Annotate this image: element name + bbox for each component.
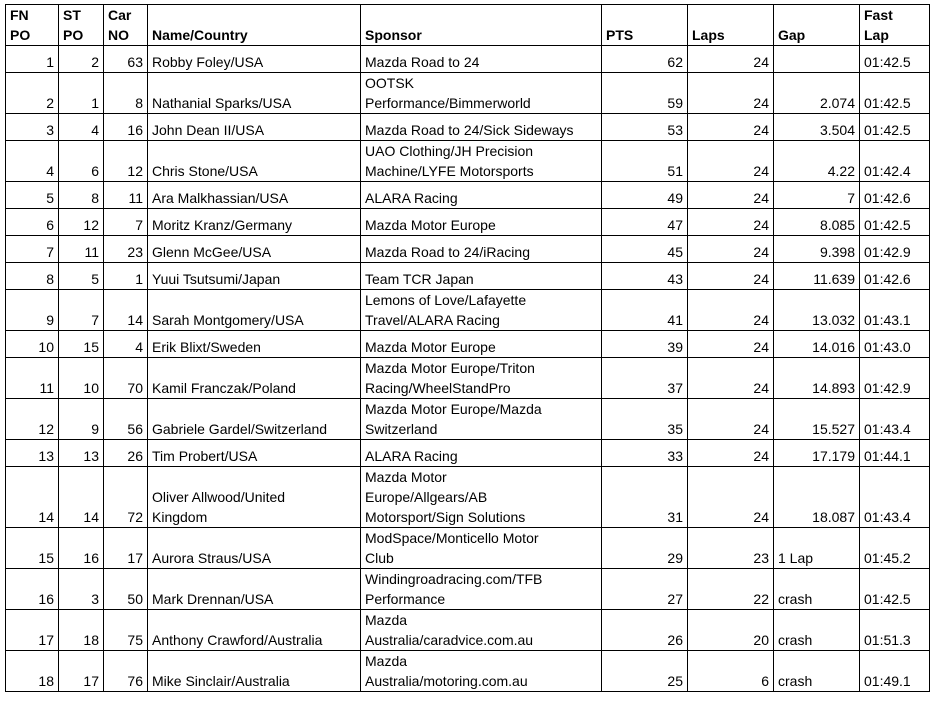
points: 39 [602,331,688,358]
fast-lap: 01:42.4 [860,141,930,182]
start-position: 7 [59,290,104,331]
driver-name-country-line: Glenn McGee/USA [152,244,272,260]
driver-name-country-line: Oliver Allwood/United [152,489,286,505]
sponsor-line: Mazda Road to 24/Sick Sideways [365,122,574,138]
table-row [6,331,930,358]
laps: 24 [688,331,774,358]
car-number: 14 [104,290,148,331]
car-number: 63 [104,46,148,73]
sponsor-line: Performance [365,591,446,607]
car-number: 70 [104,358,148,399]
fast-lap: 01:45.2 [860,528,930,569]
laps: 6 [688,651,774,692]
fast-lap: 01:49.1 [860,651,930,692]
start-position: 2 [59,46,104,73]
fast-lap: 01:42.9 [860,358,930,399]
gap: 14.016 [774,331,860,358]
start-position: 8 [59,182,104,209]
points: 43 [602,263,688,290]
table-row [6,114,930,141]
header-sponsor: Sponsor [361,5,602,46]
sponsor [361,114,602,141]
finish-position: 9 [6,290,59,331]
table-row [6,440,930,467]
start-position: 10 [59,358,104,399]
driver-name-country-line: Robby Foley/USA [152,54,264,70]
start-position: 13 [59,440,104,467]
car-number: 4 [104,331,148,358]
laps: 24 [688,114,774,141]
start-position: 9 [59,399,104,440]
sponsor-line: Mazda Motor Europe [365,217,496,233]
sponsor-line: Mazda Road to 24 [365,54,480,70]
gap [774,46,860,73]
sponsor [361,209,602,236]
fast-lap: 01:42.6 [860,182,930,209]
laps: 24 [688,263,774,290]
finish-position: 13 [6,440,59,467]
sponsor [361,263,602,290]
finish-position: 3 [6,114,59,141]
finish-position: 5 [6,182,59,209]
sponsor-line: ALARA Racing [365,190,458,206]
car-number: 8 [104,73,148,114]
sponsor [361,651,602,692]
sponsor [361,399,602,440]
fast-lap: 01:43.4 [860,467,930,528]
car-number: 50 [104,569,148,610]
header-laps: Laps [688,5,774,46]
driver-name-country [148,46,361,73]
sponsor [361,331,602,358]
sponsor [361,73,602,114]
car-number: 12 [104,141,148,182]
fast-lap: 01:43.0 [860,331,930,358]
fast-lap: 01:42.6 [860,263,930,290]
table-row [6,141,930,182]
start-position: 11 [59,236,104,263]
laps: 23 [688,528,774,569]
table-row [6,358,930,399]
driver-name-country [148,114,361,141]
car-number: 72 [104,467,148,528]
laps: 24 [688,46,774,73]
sponsor-line: Mazda Road to 24/iRacing [365,244,530,260]
laps: 20 [688,610,774,651]
points: 41 [602,290,688,331]
finish-position: 1 [6,46,59,73]
finish-position: 16 [6,569,59,610]
sponsor-line: Machine/LYFE Motorsports [365,163,534,179]
gap: crash [774,610,860,651]
race-results-table [5,4,930,692]
driver-name-country-line: Moritz Kranz/Germany [152,217,293,233]
gap: crash [774,651,860,692]
start-position: 1 [59,73,104,114]
finish-position: 18 [6,651,59,692]
header-row [6,5,930,46]
fast-lap: 01:51.3 [860,610,930,651]
header-car-no: Car NO [104,5,148,46]
gap: 13.032 [774,290,860,331]
start-position: 15 [59,331,104,358]
sponsor-line: Mazda Motor [365,469,447,485]
gap: 17.179 [774,440,860,467]
table-row [6,209,930,236]
laps: 24 [688,236,774,263]
points: 53 [602,114,688,141]
sponsor-line: Mazda [365,653,408,669]
car-number: 23 [104,236,148,263]
finish-position: 15 [6,528,59,569]
driver-name-country-line: Chris Stone/USA [152,163,258,179]
driver-name-country-line: Kamil Franczak/Poland [152,380,296,396]
car-number: 1 [104,263,148,290]
gap: 11.639 [774,263,860,290]
sponsor-line: Lemons of Love/Lafayette [365,292,527,308]
driver-name-country [148,399,361,440]
header-fn-po: FN PO [6,5,59,46]
laps: 24 [688,358,774,399]
table-row [6,651,930,692]
table-row [6,290,930,331]
table-row [6,73,930,114]
start-position: 16 [59,528,104,569]
sponsor-line: Motorsport/Sign Solutions [365,509,526,525]
table-row [6,569,930,610]
car-number: 76 [104,651,148,692]
start-position: 18 [59,610,104,651]
sponsor [361,569,602,610]
header-name-country: Name/Country [148,5,361,46]
finish-position: 10 [6,331,59,358]
fast-lap: 01:42.5 [860,46,930,73]
driver-name-country-line: John Dean II/USA [152,122,265,138]
car-number: 56 [104,399,148,440]
points: 45 [602,236,688,263]
finish-position: 2 [6,73,59,114]
sponsor [361,46,602,73]
driver-name-country-line: Ara Malkhassian/USA [152,190,289,206]
sponsor-line: Mazda Motor Europe/Mazda [365,401,542,417]
car-number: 7 [104,209,148,236]
gap: 4.22 [774,141,860,182]
driver-name-country-line: Kingdom [152,509,208,525]
gap: 3.504 [774,114,860,141]
gap: 18.087 [774,467,860,528]
table-row [6,263,930,290]
table-row [6,399,930,440]
header-fast-lap: Fast Lap [860,5,930,46]
table-row [6,610,930,651]
finish-position: 6 [6,209,59,236]
finish-position: 11 [6,358,59,399]
fast-lap: 01:42.5 [860,73,930,114]
sponsor-line: Mazda [365,612,408,628]
sponsor [361,440,602,467]
points: 62 [602,46,688,73]
laps: 24 [688,467,774,528]
sponsor-line: UAO Clothing/JH Precision [365,143,534,159]
fast-lap: 01:43.4 [860,399,930,440]
driver-name-country-line: Anthony Crawford/Australia [152,632,323,648]
driver-name-country-line: Erik Blixt/Sweden [152,339,261,355]
sponsor [361,290,602,331]
gap: crash [774,569,860,610]
car-number: 26 [104,440,148,467]
gap: 7 [774,182,860,209]
sponsor-line: Australia/motoring.com.au [365,673,528,689]
fast-lap: 01:42.9 [860,236,930,263]
header-gap: Gap [774,5,860,46]
driver-name-country-line: Gabriele Gardel/Switzerland [152,421,328,437]
fast-lap: 01:42.5 [860,569,930,610]
driver-name-country-line: Sarah Montgomery/USA [152,312,304,328]
finish-position: 17 [6,610,59,651]
car-number: 17 [104,528,148,569]
driver-name-country [148,358,361,399]
finish-position: 7 [6,236,59,263]
driver-name-country [148,263,361,290]
points: 35 [602,399,688,440]
sponsor-line: Mazda Motor Europe [365,339,496,355]
driver-name-country-line: Nathanial Sparks/USA [152,95,292,111]
driver-name-country-line: Mike Sinclair/Australia [152,673,290,689]
sponsor-line: Racing/WheelStandPro [365,380,511,396]
finish-position: 8 [6,263,59,290]
points: 59 [602,73,688,114]
driver-name-country-line: Aurora Straus/USA [152,550,272,566]
sponsor-line: ALARA Racing [365,448,458,464]
sponsor-line: Mazda Motor Europe/Triton [365,360,535,376]
results-body [6,46,930,692]
gap: 8.085 [774,209,860,236]
driver-name-country-line: Yuui Tsutsumi/Japan [152,271,281,287]
sponsor-line: Australia/caradvice.com.au [365,632,534,648]
driver-name-country [148,290,361,331]
driver-name-country [148,440,361,467]
sponsor-line: Travel/ALARA Racing [365,312,500,328]
table-row [6,528,930,569]
table-row [6,182,930,209]
driver-name-country [148,331,361,358]
driver-name-country [148,73,361,114]
fast-lap: 01:42.5 [860,114,930,141]
driver-name-country [148,569,361,610]
header-st-po: ST PO [59,5,104,46]
sponsor [361,528,602,569]
points: 37 [602,358,688,399]
header-pts: PTS [602,5,688,46]
gap: 1 Lap [774,528,860,569]
start-position: 6 [59,141,104,182]
sponsor-line: Team TCR Japan [365,271,474,287]
finish-position: 12 [6,399,59,440]
fast-lap: 01:44.1 [860,440,930,467]
sponsor-line: ModSpace/Monticello Motor [365,530,539,546]
car-number: 11 [104,182,148,209]
sponsor-line: Windingroadracing.com/TFB [365,571,543,587]
start-position: 5 [59,263,104,290]
fast-lap: 01:43.1 [860,290,930,331]
sponsor [361,236,602,263]
points: 49 [602,182,688,209]
start-position: 4 [59,114,104,141]
points: 33 [602,440,688,467]
start-position: 14 [59,467,104,528]
sponsor-line: Club [365,550,394,566]
driver-name-country [148,467,361,528]
driver-name-country [148,528,361,569]
finish-position: 4 [6,141,59,182]
sponsor-line: Switzerland [365,421,438,437]
gap: 9.398 [774,236,860,263]
car-number: 75 [104,610,148,651]
points: 26 [602,610,688,651]
car-number: 16 [104,114,148,141]
driver-name-country [148,651,361,692]
points: 51 [602,141,688,182]
points: 31 [602,467,688,528]
fast-lap: 01:42.5 [860,209,930,236]
driver-name-country [148,141,361,182]
driver-name-country [148,182,361,209]
finish-position: 14 [6,467,59,528]
start-position: 12 [59,209,104,236]
table-row [6,236,930,263]
points: 27 [602,569,688,610]
gap: 14.893 [774,358,860,399]
laps: 24 [688,141,774,182]
start-position: 3 [59,569,104,610]
laps: 24 [688,209,774,236]
laps: 24 [688,182,774,209]
sponsor [361,182,602,209]
sponsor-line: OOTSK [365,75,415,91]
laps: 24 [688,290,774,331]
sponsor [361,141,602,182]
gap: 15.527 [774,399,860,440]
sponsor [361,358,602,399]
sponsor [361,467,602,528]
sponsor [361,610,602,651]
table-row [6,46,930,73]
driver-name-country-line: Tim Probert/USA [152,448,258,464]
points: 29 [602,528,688,569]
laps: 24 [688,399,774,440]
driver-name-country [148,610,361,651]
laps: 24 [688,440,774,467]
gap: 2.074 [774,73,860,114]
laps: 24 [688,73,774,114]
driver-name-country [148,209,361,236]
start-position: 17 [59,651,104,692]
sponsor-line: Performance/Bimmerworld [365,95,531,111]
sponsor-line: Europe/Allgears/AB [365,489,488,505]
driver-name-country-line: Mark Drennan/USA [152,591,274,607]
laps: 22 [688,569,774,610]
driver-name-country [148,236,361,263]
table-row [6,467,930,528]
points: 47 [602,209,688,236]
points: 25 [602,651,688,692]
